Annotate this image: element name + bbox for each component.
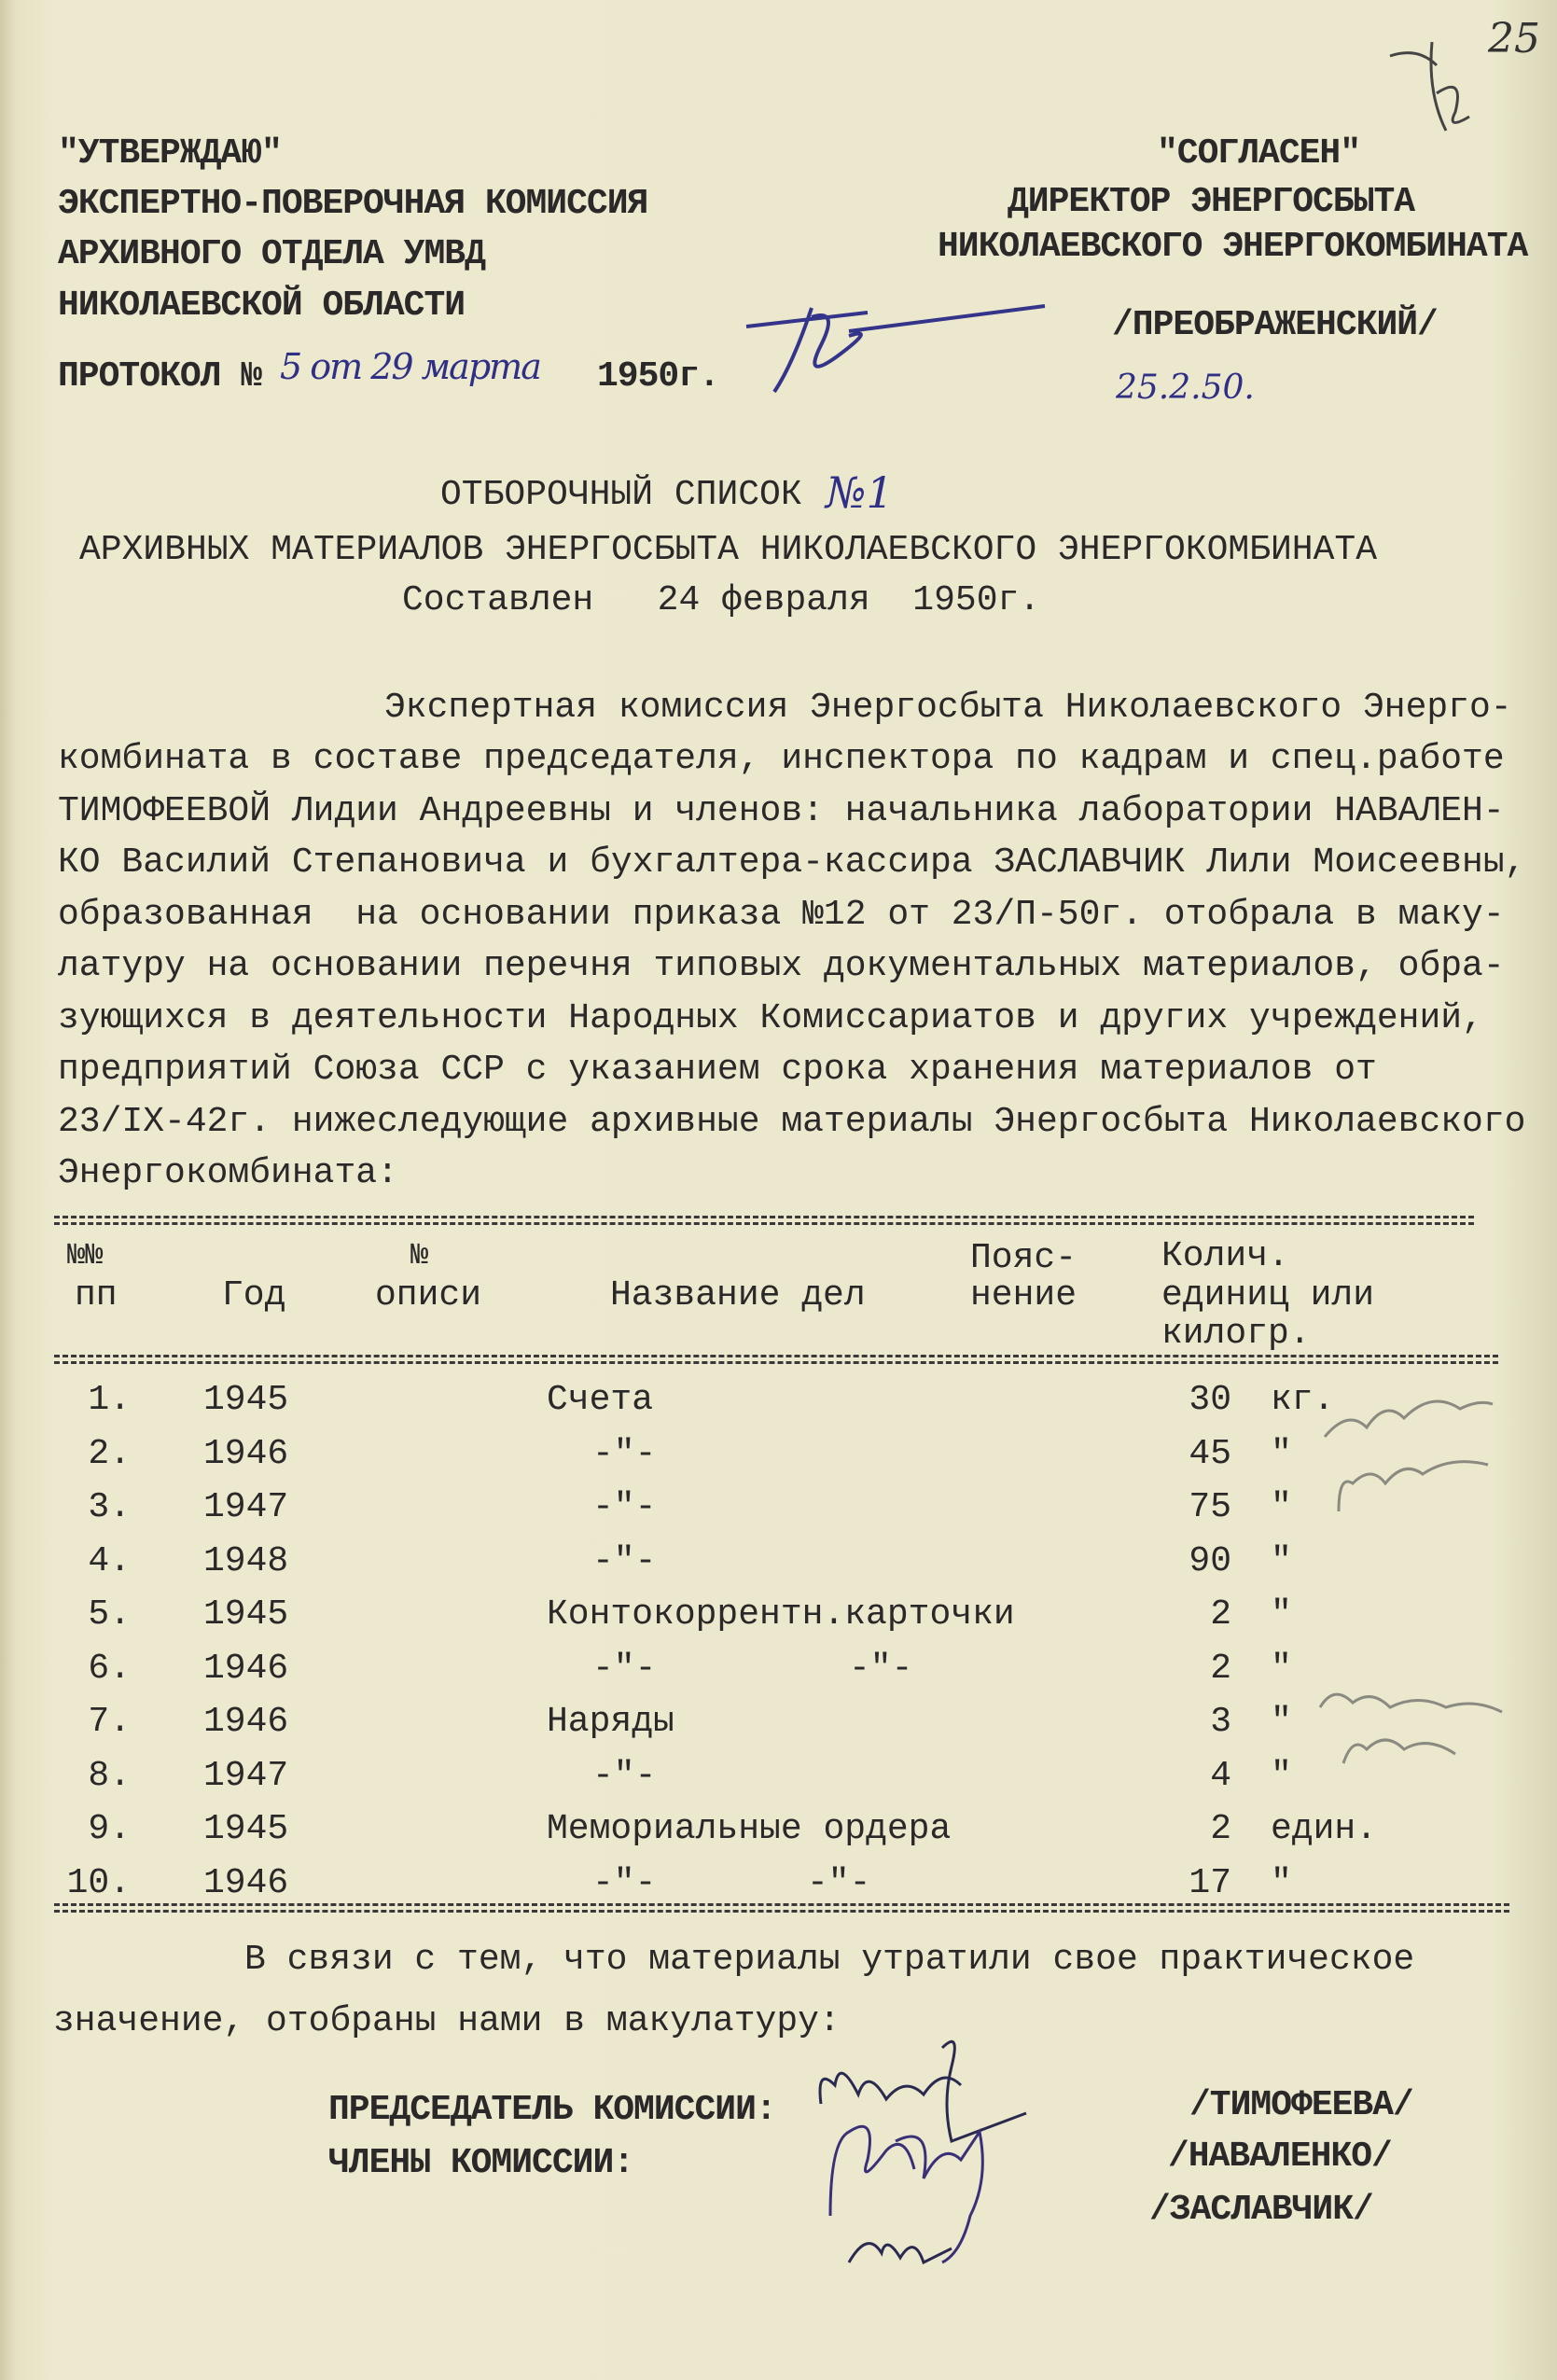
page-number-handwritten: 25 <box>1488 15 1540 63</box>
row-name: -"- <box>592 1648 657 1689</box>
signatory-name: /ТИМОФЕЕВА/ <box>1189 2085 1413 2125</box>
header-inventory: № <box>410 1238 429 1273</box>
row-name: Контокоррентн.карточки <box>547 1594 1015 1635</box>
row-name: -"- <box>592 1540 657 1581</box>
director-signature <box>737 289 1054 401</box>
body-line: Энергокомбината: <box>58 1153 398 1193</box>
row-qty: 75 <box>1189 1487 1231 1527</box>
row-unit: " <box>1271 1862 1292 1903</box>
row-year: 1946 <box>203 1648 289 1689</box>
row-qty: 2 <box>1210 1809 1231 1849</box>
row-num: 10. <box>66 1862 131 1903</box>
header-num: пп <box>75 1275 118 1315</box>
row-qty: 4 <box>1210 1755 1231 1796</box>
row-num: 3. <box>88 1487 131 1527</box>
members-label: ЧЛЕНЫ КОМИССИИ: <box>328 2143 634 2183</box>
title-line1: ОТБОРОЧНЫЙ СПИСОК <box>440 475 802 515</box>
archive-mark-handwritten <box>1381 37 1483 140</box>
row-name-ditto: -"- <box>807 1862 871 1903</box>
margin-note-handwritten <box>1320 1381 1507 1530</box>
header-year: Год <box>222 1275 286 1315</box>
row-qty: 3 <box>1210 1702 1231 1742</box>
agreed-line: ДИРЕКТОР ЭНЕРГОСБЫТА <box>1008 182 1415 222</box>
header-qty: Колич. <box>1161 1236 1289 1276</box>
commission-signatures <box>812 2029 1091 2272</box>
header-name: Название дел <box>610 1275 866 1315</box>
row-qty: 2 <box>1210 1594 1231 1635</box>
title-line3: Составлен 24 февраля 1950г. <box>402 580 1041 620</box>
row-year: 1948 <box>203 1540 289 1581</box>
header-note: нение <box>970 1275 1077 1315</box>
title-line2: АРХИВНЫХ МАТЕРИАЛОВ ЭНЕРГОСБЫТА НИКОЛАЕВСКОГО ЭНЕРГОКОМБИНАТА <box>79 530 1378 570</box>
row-year: 1945 <box>203 1594 289 1635</box>
row-name: -"- <box>592 1862 657 1903</box>
header-inventory: описи <box>375 1275 482 1315</box>
body-line: 23/IX-42г. нижеследующие архивные материалы Энергосбыта Николаевского <box>58 1102 1526 1142</box>
agreed-heading: "СОГЛАСЕН" <box>1157 133 1361 174</box>
closing-line: значение, отобраны нами в макулатуру: <box>53 2001 841 2041</box>
signatory-name: /ЗАСЛАВЧИК/ <box>1149 2190 1373 2230</box>
row-year: 1945 <box>203 1380 289 1420</box>
body-line: зующихся в деятельности Народных Комиссариатов и других учреждений, <box>58 998 1483 1038</box>
title-number-handwritten: №1 <box>826 467 894 518</box>
closing-line: В связи с тем, что материалы утратили свое практическое <box>244 1940 1415 1980</box>
row-year: 1946 <box>203 1433 289 1474</box>
approved-heading: "УТВЕРЖДАЮ" <box>58 133 282 174</box>
row-name: Мемориальные ордера <box>547 1809 952 1849</box>
header-num: №№ <box>67 1238 104 1273</box>
row-unit: " <box>1271 1755 1292 1796</box>
agreed-date-handwritten: 25.2.50. <box>1116 369 1255 407</box>
body-line: КО Василий Степановича и бухгалтера-кассира ЗАСЛАВЧИК Лили Моисеевны, <box>58 842 1526 883</box>
table-top-rule <box>54 1216 1474 1225</box>
table-bottom-rule <box>54 1903 1509 1913</box>
row-num: 1. <box>88 1380 131 1420</box>
row-unit: " <box>1271 1540 1292 1581</box>
row-num: 8. <box>88 1755 131 1796</box>
header-qty: единиц или <box>1161 1275 1375 1315</box>
margin-note-handwritten <box>1315 1679 1511 1782</box>
approved-line: НИКОЛАЕВСКОЙ ОБЛАСТИ <box>58 285 466 326</box>
row-qty: 2 <box>1210 1648 1231 1689</box>
row-year: 1946 <box>203 1862 289 1903</box>
row-unit: " <box>1271 1594 1292 1635</box>
row-unit: " <box>1271 1702 1292 1742</box>
row-year: 1945 <box>203 1809 289 1849</box>
body-line: латуру на основании перечня типовых документальных материалов, обра- <box>58 946 1505 986</box>
row-qty: 17 <box>1189 1862 1231 1903</box>
row-year: 1947 <box>203 1755 289 1796</box>
signatory-name: /НАВАЛЕНКО/ <box>1168 2136 1392 2177</box>
agreed-name: /ПРЕОБРАЖЕНСКИЙ/ <box>1112 305 1438 345</box>
row-name: -"- <box>592 1433 657 1474</box>
body-line: образованная на основании приказа №12 от 23/П-50г. отобрала в маку- <box>58 895 1505 935</box>
row-qty: 30 <box>1189 1380 1231 1420</box>
protocol-label: ПРОТОКОЛ № <box>58 356 262 397</box>
row-unit: " <box>1271 1487 1292 1527</box>
chair-label: ПРЕДСЕДАТЕЛЬ КОМИССИИ: <box>328 2090 776 2130</box>
row-num: 5. <box>88 1594 131 1635</box>
protocol-handwritten: 5 от 29 марта <box>280 346 540 387</box>
row-year: 1947 <box>203 1487 289 1527</box>
row-name: -"- <box>592 1487 657 1527</box>
row-unit: кг. <box>1271 1380 1335 1420</box>
body-line: Экспертная комиссия Энергосбыта Николаевского Энерго- <box>384 688 1512 728</box>
row-unit: един. <box>1271 1809 1378 1849</box>
row-name: Наряды <box>547 1702 674 1742</box>
protocol-year: 1950г. <box>597 356 719 397</box>
row-num: 6. <box>88 1648 131 1689</box>
row-name: -"- <box>592 1755 657 1796</box>
row-year: 1946 <box>203 1702 289 1742</box>
body-line: ТИМОФЕЕВОЙ Лидии Андреевны и членов: начальника лаборатории НАВАЛЕН- <box>58 791 1505 831</box>
row-unit: " <box>1271 1433 1292 1474</box>
row-num: 9. <box>88 1809 131 1849</box>
row-num: 2. <box>88 1433 131 1474</box>
row-name: Счета <box>547 1380 654 1420</box>
agreed-line: НИКОЛАЕВСКОГО ЭНЕРГОКОМБИНАТА <box>938 227 1528 267</box>
table-header-rule <box>54 1355 1498 1364</box>
approved-line: ЭКСПЕРТНО-ПОВЕРОЧНАЯ КОМИССИЯ <box>58 184 648 224</box>
body-line: комбината в составе председателя, инспектора по кадрам и спец.работе <box>58 739 1505 779</box>
body-line: предприятий Союза ССР с указанием срока хранения материалов от <box>58 1050 1377 1090</box>
row-unit: " <box>1271 1648 1292 1689</box>
row-qty: 90 <box>1189 1540 1231 1581</box>
header-note: Пояс- <box>970 1238 1077 1278</box>
row-qty: 45 <box>1189 1433 1231 1474</box>
header-qty: килогр. <box>1161 1314 1311 1354</box>
approved-line: АРХИВНОГО ОТДЕЛА УМВД <box>58 234 485 274</box>
row-num: 7. <box>88 1702 131 1742</box>
row-num: 4. <box>88 1540 131 1581</box>
row-name-ditto: -"- <box>849 1648 913 1689</box>
